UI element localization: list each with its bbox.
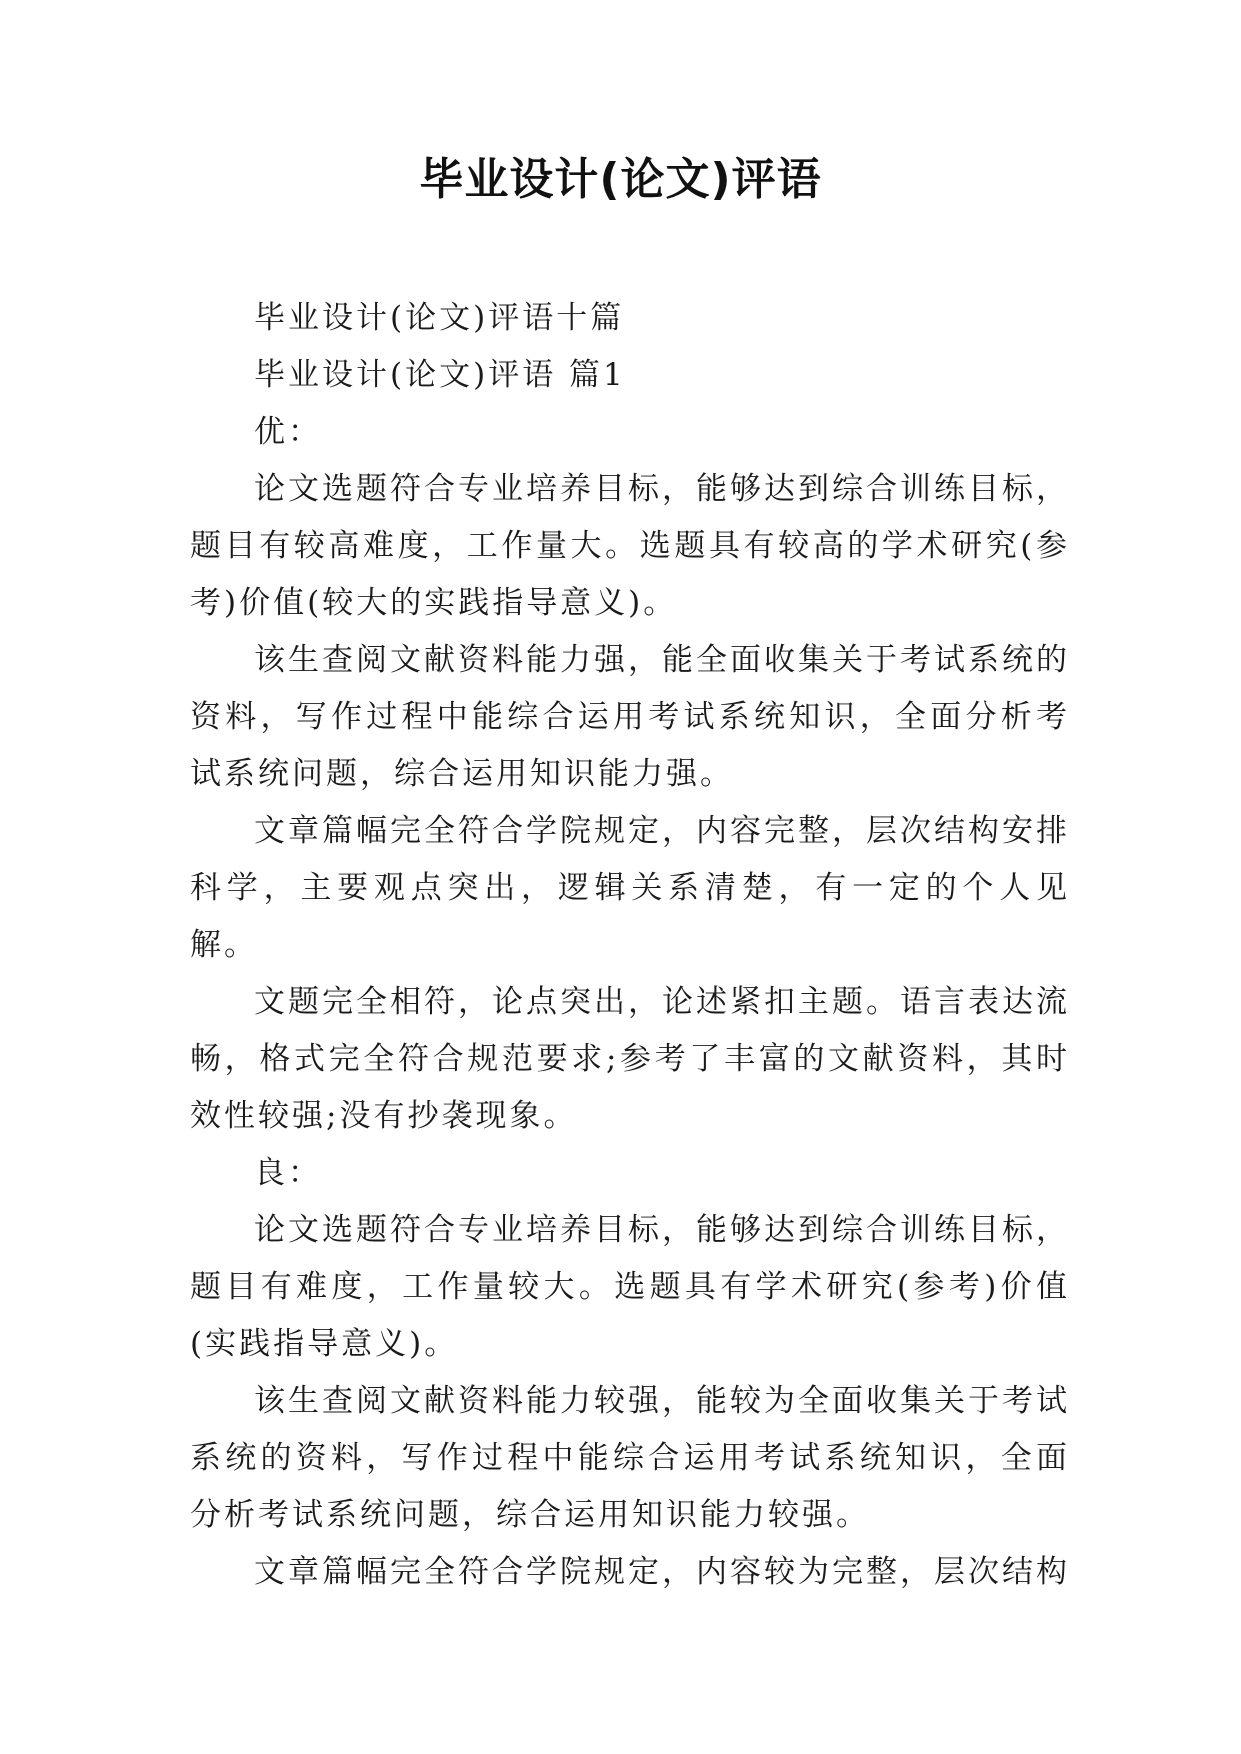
body-paragraph: 论文选题符合专业培养目标，能够达到综合训练目标，题目有难度，工作量较大。选题具有学术研究(参考)价值(实践指导意义)。 [190,1212,1070,1362]
body-paragraph: 文章篇幅完全符合学院规定，内容完整，层次结构安排科学，主要观点突出，逻辑关系清楚，有一定的个人见解。 [190,813,1070,963]
grade-label-excellent: 优： [254,414,322,450]
body-paragraph: 论文选题符合专业培养目标，能够达到综合训练目标，题目有较高难度，工作量大。选题具有较高的学术研究(参考)价值(较大的实践指导意义)。 [190,471,1070,621]
grade-label-good: 良： [254,1155,322,1191]
subtitle-paragraph: 毕业设计(论文)评语十篇 [254,300,625,336]
body-paragraph: 该生查阅文献资料能力强，能全面收集关于考试系统的资料，写作过程中能综合运用考试系统知识，全面分析考试系统问题，综合运用知识能力强。 [190,642,1070,792]
document-body [190,290,1070,1601]
body-paragraph: 该生查阅文献资料能力较强，能较为全面收集关于考试系统的资料，写作过程中能综合运用考试系统知识，全面分析考试系统问题，综合运用知识能力较强。 [190,1383,1070,1533]
body-paragraph: 文章篇幅完全符合学院规定，内容较为完整，层次结构 [254,1554,1070,1590]
section-heading: 毕业设计(论文)评语 篇1 [254,357,626,393]
body-paragraph: 文题完全相符，论点突出，论述紧扣主题。语言表达流畅，格式完全符合规范要求;参考了丰富的文献资料，其时效性较强;没有抄袭现象。 [190,984,1070,1134]
document-title: 毕业设计(论文)评语 [419,154,822,205]
